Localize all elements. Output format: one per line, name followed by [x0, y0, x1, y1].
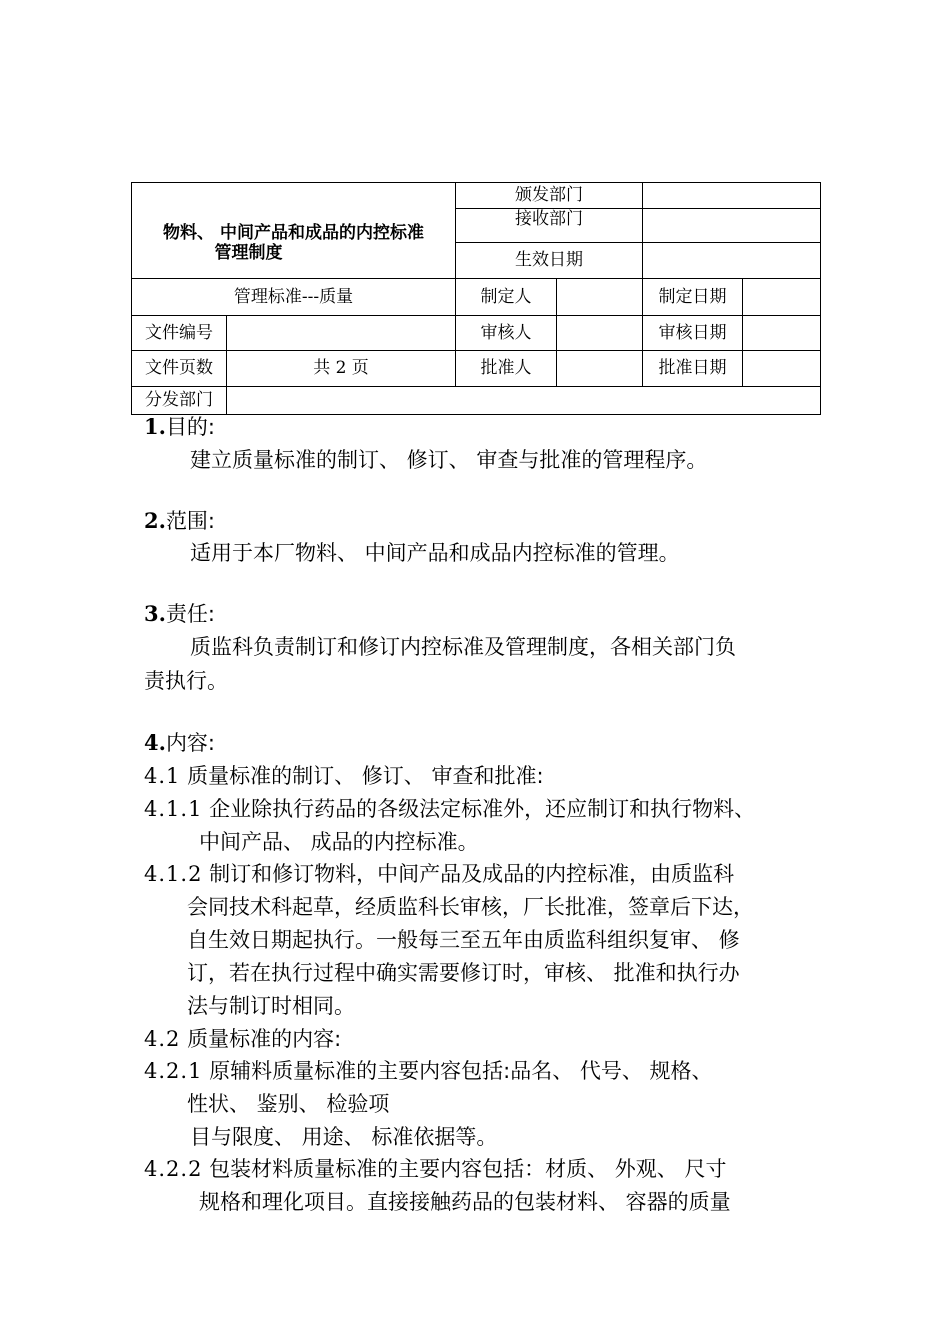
page-count-label: 文件页数 [132, 351, 227, 387]
section-3-text-line2: 责执行。 [144, 669, 228, 693]
section-3-title: 责任: [165, 602, 216, 626]
approver-label: 批准人 [456, 351, 557, 387]
paragraph-4-1-1-line1 [144, 792, 755, 826]
title-cell-top [132, 183, 456, 209]
section-3-text-line1: 质监科负责制订和修订内控标准及管理制度，各相关部门负 [190, 635, 736, 659]
distribute-dept-value [227, 387, 821, 415]
author-date-label: 制定日期 [643, 279, 743, 316]
paragraph-4-1-text: 质量标准的制订、 修订、 审查和批准: [187, 764, 544, 788]
paragraph-4-2-2-line2: 规格和理化项目。直接接触药品的包装材料、 容器的质量 [199, 1190, 731, 1214]
paragraph-4-2-1-line3: 目与限度、 用途、 标准依据等。 [190, 1125, 498, 1149]
paragraph-4-2-number: 4.2 [144, 1027, 181, 1051]
paragraph-4-1-2-line1 [144, 857, 734, 891]
paragraph-4-1-1-number: 4.1.1 [144, 797, 203, 821]
approve-date-value [743, 351, 821, 387]
section-3-heading [144, 597, 215, 631]
distribute-dept-label: 分发部门 [132, 387, 227, 415]
doc-number-value [227, 316, 456, 351]
document-title [132, 209, 456, 279]
section-2-heading [144, 504, 215, 538]
paragraph-4-2-2-number: 4.2.2 [144, 1157, 203, 1181]
approve-date-label: 批准日期 [643, 351, 743, 387]
paragraph-4-1-number: 4.1 [144, 764, 181, 788]
paragraph-4-1-1-text: 企业除执行药品的各级法定标准外，还应制订和执行物料、 [209, 797, 756, 821]
paragraph-4-2-2-text: 包装材料质量标准的主要内容包括：材质、 外观、 尺寸 [209, 1157, 727, 1181]
paragraph-4-1-2-line2: 会同技术科起草，经质监科长审核，厂长批准，签章后下达， [187, 895, 754, 919]
paragraph-4-2-1-line2: 性状、 鉴别、 检验项 [187, 1092, 390, 1116]
paragraph-4-2-1-line1 [144, 1054, 713, 1088]
paragraph-4-1-2-line5: 法与制订时相同。 [187, 994, 355, 1018]
effective-date-label: 生效日期 [456, 243, 643, 279]
section-1-heading [144, 410, 215, 444]
document-header-table [131, 182, 821, 415]
section-4-heading [144, 726, 215, 760]
paragraph-4-1-2-line4: 订，若在执行过程中确实需要修订时，审核、 批准和执行办 [187, 961, 740, 985]
author-date-value [743, 279, 821, 316]
author-label: 制定人 [456, 279, 557, 316]
receive-dept-value [643, 209, 821, 243]
paragraph-4-1-1-line2: 中间产品、 成品的内控标准。 [199, 830, 479, 854]
paragraph-4-2-2-line1 [144, 1152, 726, 1186]
document-title-line1: 物料、 中间产品和成品的内控标准 [163, 222, 424, 243]
section-2-text: 适用于本厂物料、 中间产品和成品内控标准的管理。 [190, 541, 680, 565]
section-1-text: 建立质量标准的制订、 修订、 审查与批准的管理程序。 [190, 448, 708, 472]
author-value [557, 279, 643, 316]
review-date-label: 审核日期 [643, 316, 743, 351]
section-2-number: 2. [144, 508, 166, 533]
section-1-number: 1. [144, 414, 166, 439]
page-count-value: 共 2 页 [227, 351, 456, 387]
paragraph-4-2-1-number: 4.2.1 [144, 1059, 203, 1083]
paragraph-4-1-2-number: 4.1.2 [144, 862, 203, 886]
review-date-value [743, 316, 821, 351]
paragraph-4-2-text: 质量标准的内容: [187, 1027, 342, 1051]
receive-dept-label: 接收部门 [456, 209, 643, 243]
paragraph-4-2-1-text: 原辅料质量标准的主要内容包括:品名、 代号、 规格、 [209, 1059, 713, 1083]
approver-value [557, 351, 643, 387]
issue-dept-label: 颁发部门 [456, 183, 643, 209]
doc-number-label: 文件编号 [132, 316, 227, 351]
section-3-number: 3. [144, 601, 166, 626]
effective-date-value [643, 243, 821, 279]
reviewer-value [557, 316, 643, 351]
document-category: 管理标准---质量 [132, 279, 456, 316]
issue-dept-value [643, 183, 821, 209]
paragraph-4-1-2-text: 制订和修订物料，中间产品及成品的内控标准，由质监科 [209, 862, 735, 886]
section-2-title: 范围: [165, 509, 216, 533]
paragraph-4-1 [144, 759, 544, 793]
section-4-title: 内容: [165, 731, 216, 755]
document-title-line2: 管理制度 [214, 243, 283, 264]
paragraph-4-1-2-line3: 自生效日期起执行。一般每三至五年由质监科组织复审、 修 [187, 928, 740, 952]
reviewer-label: 审核人 [456, 316, 557, 351]
section-4-number: 4. [144, 730, 166, 755]
paragraph-4-2 [144, 1022, 341, 1056]
section-1-title: 目的: [165, 415, 216, 439]
